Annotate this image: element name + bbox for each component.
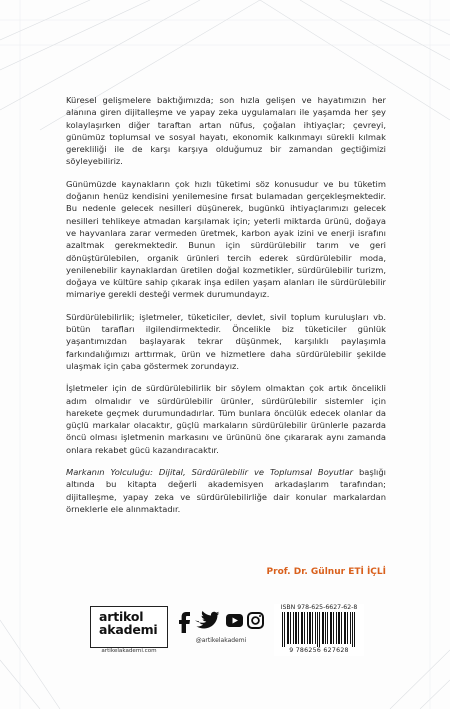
barcode-icon (274, 612, 364, 648)
paragraph-1: Küresel gelişmelere baktığımızda; son hızla gelişen ve hayatımızın her alanına giren dijitalleşme ve yapay zeka uygulamaları ile yaşamda her şey kolaylaşırken diğer taraftan artan nüfus, çoğalan ihtiyaçlar; çevreyi, günümüz toplumsal ve sosyal hayatı, ekonomik kalkınmayı sürekli kılmak gerekliliği ile de karşı karşıya olduğumuz bir zamandan geçtiğimizi söyleyebiliriz. (66, 95, 386, 167)
logo-line-2: akademi (99, 622, 158, 637)
instagram-icon[interactable] (248, 613, 263, 628)
isbn-label: ISBN 978-625-6627-62-8 (280, 604, 358, 611)
facebook-icon[interactable] (179, 612, 190, 633)
logo-line-1: artikol (99, 609, 144, 624)
isbn-barcode (274, 604, 364, 656)
author-signature (267, 567, 386, 577)
social-handle: @artikelakademi (195, 637, 247, 644)
publisher-logo (90, 606, 168, 648)
twitter-icon[interactable] (195, 611, 219, 628)
publisher-website: artikelakademi.com (101, 648, 157, 654)
paragraph-5 (66, 466, 386, 515)
paragraph-5-text: başlığı altında bu kitapta değerli akademisyen arkadaşlarım tarafından; dijitalleşme, yapay zeka ve sürdürülebilirliğe dair konular markalardan örneklerle ele alınmaktadır. (66, 467, 386, 514)
author-name: Prof. Dr. Gülnur (266, 567, 346, 577)
book-title: Markanın Yolculuğu: Dijital, Sürdürülebilir ve Toplumsal Boyutlar (66, 467, 354, 478)
author-surname: ETİ İÇLİ (348, 567, 386, 577)
paragraph-3: Sürdürülebilirlik; işletmeler, tüketiciler, devlet, sivil toplum kuruluşları vb. bütün tarafları ilgilendirmektedir. Öncelikle biz tüketiciler günlük yaşantımızdan başlayarak tekrar düşünmek, karşılıklı paylaşımla farkındalığımızı arttırmak, ürün ve hizmetlere daha sürdürülebilir şekilde ulaşmak için çaba göstermek zorundayız. (66, 311, 386, 371)
paragraph-4: İşletmeler için de sürdürülebilirlik bir söylem olmaktan çok artık öncelikli adım olmalıdır ve sürdürülebilir ürünler, sürdürülebilir sistemler için harekete geçmek durumundadırlar. Tüm bunlara öncülük edecek olanlar da güçlü markalar olacaktır, güçlü markaların sürdürülebilir ürünlerle pazarda öncü olması işletmenin markasını ve ürününü öne çıkararak aynı zamanda onlara rekabet gücü kazandıracaktır. (66, 383, 386, 455)
back-cover-text (66, 94, 386, 525)
isbn-digits: 9 786256 627628 (289, 647, 349, 654)
paragraph-2: Günümüzde kaynakların çok hızlı tüketimi söz konusudur ve bu tüketim doğanın henüz kendisini yenilemesine fırsat bulamadan gerçekleşmektedir. Bu nedenle gelecek nesilleri düşünerek, bugünkü ihtiyaçlarımızı gelecek nesilleri tehlikeye atmadan karşılamak için; yeterli miktarda ürünü, doğaya ve hayvanlara zarar vermeden üretmek, karbon ayak izini ve enerji israfını azaltmak gerekmektedir. Bunun için sürdürülebilir tarım ve geri dönüştürülebilen, organik ürünleri tercih ederek sürdürülebilir moda, yenilenebilir kaynaklardan üretilen doğal kozmetikler, sürdürülebilir turizm, doğaya ve kültüre sahip çıkarak inşa edilen yaşam alanları ile sürdürülebilir mimariye gerekli desteği vermek durumundayız. (66, 178, 386, 300)
youtube-icon[interactable] (226, 614, 243, 627)
social-media (176, 608, 264, 648)
